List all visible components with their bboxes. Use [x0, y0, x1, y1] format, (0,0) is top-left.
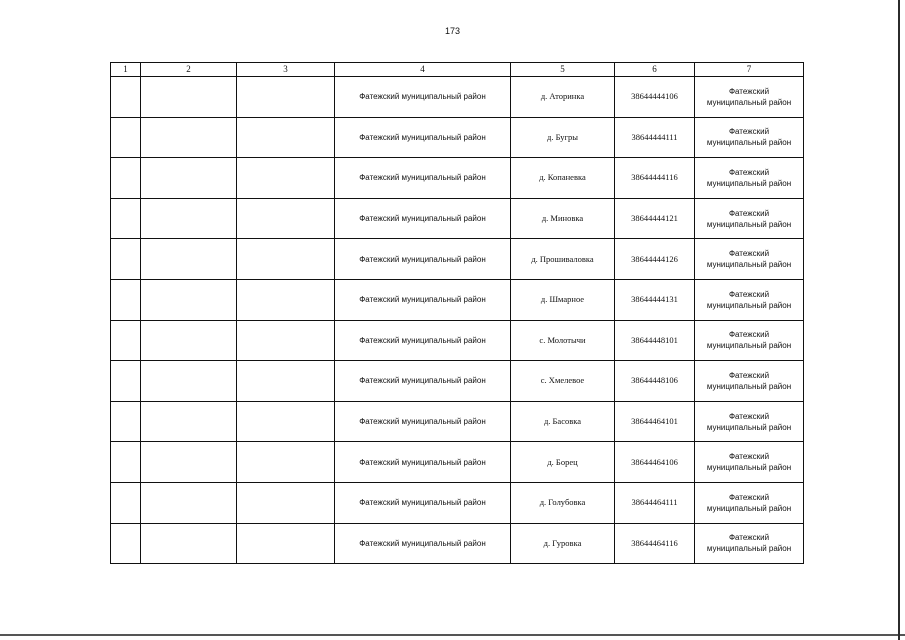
table-row — [111, 442, 804, 483]
cell-settlement: д. Шмарное — [511, 279, 615, 320]
cell-code: 38644444121 — [615, 198, 695, 239]
cell-code: 38644444126 — [615, 239, 695, 280]
cell-code: 38644444116 — [615, 158, 695, 199]
cell-col-3 — [237, 198, 335, 239]
cell-col-3 — [237, 482, 335, 523]
table-row — [111, 482, 804, 523]
cell-district: Фатежский муниципальный район — [335, 279, 511, 320]
cell-district: Фатежский муниципальный район — [335, 401, 511, 442]
table-row — [111, 401, 804, 442]
cell-owner — [695, 279, 804, 320]
header-col-1: 1 — [111, 63, 141, 77]
cell-col-2 — [141, 239, 237, 280]
cell-district: Фатежский муниципальный район — [335, 77, 511, 118]
table-row — [111, 279, 804, 320]
owner-line-1: Фатежский — [728, 127, 770, 137]
cell-district: Фатежский муниципальный район — [335, 523, 511, 564]
cell-col-3 — [237, 361, 335, 402]
cell-settlement: д. Копаневка — [511, 158, 615, 199]
cell-col-2 — [141, 279, 237, 320]
cell-owner — [695, 523, 804, 564]
owner-line-1: Фатежский — [728, 533, 770, 543]
cell-code: 38644444131 — [615, 279, 695, 320]
owner-line-1: Фатежский — [728, 167, 770, 177]
owner-line-1: Фатежский — [728, 86, 770, 96]
cell-col-3 — [237, 77, 335, 118]
settlements-table — [110, 62, 804, 564]
cell-col-1 — [111, 117, 141, 158]
cell-owner — [695, 117, 804, 158]
cell-district: Фатежский муниципальный район — [335, 442, 511, 483]
scan-bottom-edge — [0, 634, 905, 636]
owner-line-2: муниципальный район — [706, 422, 792, 432]
owner-line-2: муниципальный район — [706, 544, 792, 554]
scan-right-edge — [898, 0, 900, 640]
cell-settlement: д. Басовка — [511, 401, 615, 442]
owner-line-2: муниципальный район — [706, 503, 792, 513]
owner-line-1: Фатежский — [728, 452, 770, 462]
table-row — [111, 158, 804, 199]
cell-district: Фатежский муниципальный район — [335, 198, 511, 239]
cell-col-1 — [111, 279, 141, 320]
cell-district: Фатежский муниципальный район — [335, 239, 511, 280]
cell-col-1 — [111, 198, 141, 239]
cell-col-1 — [111, 401, 141, 442]
cell-district: Фатежский муниципальный район — [335, 361, 511, 402]
cell-owner — [695, 198, 804, 239]
cell-owner — [695, 401, 804, 442]
owner-line-1: Фатежский — [728, 289, 770, 299]
cell-col-3 — [237, 239, 335, 280]
header-col-2: 2 — [141, 63, 237, 77]
cell-col-3 — [237, 279, 335, 320]
table-row — [111, 77, 804, 118]
cell-col-1 — [111, 158, 141, 199]
owner-line-2: муниципальный район — [706, 178, 792, 188]
cell-col-2 — [141, 361, 237, 402]
owner-line-1: Фатежский — [728, 370, 770, 380]
cell-col-1 — [111, 77, 141, 118]
cell-col-2 — [141, 401, 237, 442]
cell-settlement: д. Аторинка — [511, 77, 615, 118]
cell-code: 38644448106 — [615, 361, 695, 402]
cell-code: 38644464111 — [615, 482, 695, 523]
cell-district: Фатежский муниципальный район — [335, 117, 511, 158]
cell-settlement: с. Молотычи — [511, 320, 615, 361]
header-col-4: 4 — [335, 63, 511, 77]
cell-col-1 — [111, 320, 141, 361]
header-col-7: 7 — [695, 63, 804, 77]
table-row — [111, 117, 804, 158]
owner-line-1: Фатежский — [728, 330, 770, 340]
cell-owner — [695, 77, 804, 118]
owner-line-1: Фатежский — [728, 411, 770, 421]
cell-col-1 — [111, 482, 141, 523]
cell-col-2 — [141, 198, 237, 239]
cell-settlement: д. Миновка — [511, 198, 615, 239]
cell-district: Фатежский муниципальный район — [335, 320, 511, 361]
cell-col-2 — [141, 320, 237, 361]
cell-settlement: д. Борец — [511, 442, 615, 483]
cell-col-2 — [141, 117, 237, 158]
cell-owner — [695, 361, 804, 402]
owner-line-2: муниципальный район — [706, 341, 792, 351]
table-row — [111, 320, 804, 361]
cell-settlement: д. Бугры — [511, 117, 615, 158]
cell-district: Фатежский муниципальный район — [335, 482, 511, 523]
table-row — [111, 361, 804, 402]
cell-col-3 — [237, 320, 335, 361]
cell-col-2 — [141, 77, 237, 118]
cell-col-2 — [141, 482, 237, 523]
owner-line-1: Фатежский — [728, 249, 770, 259]
owner-line-2: муниципальный район — [706, 219, 792, 229]
header-col-5: 5 — [511, 63, 615, 77]
cell-col-1 — [111, 523, 141, 564]
owner-line-1: Фатежский — [728, 492, 770, 502]
cell-col-3 — [237, 401, 335, 442]
cell-col-2 — [141, 442, 237, 483]
page-number: 173 — [444, 26, 461, 36]
owner-line-2: муниципальный район — [706, 300, 792, 310]
cell-col-1 — [111, 361, 141, 402]
cell-settlement: д. Голубовка — [511, 482, 615, 523]
cell-settlement: с. Хмелевое — [511, 361, 615, 402]
cell-col-3 — [237, 523, 335, 564]
cell-code: 38644464116 — [615, 523, 695, 564]
cell-code: 38644444111 — [615, 117, 695, 158]
owner-line-2: муниципальный район — [706, 138, 792, 148]
cell-owner — [695, 239, 804, 280]
cell-col-2 — [141, 523, 237, 564]
cell-col-1 — [111, 239, 141, 280]
owner-line-2: муниципальный район — [706, 463, 792, 473]
cell-owner — [695, 320, 804, 361]
header-col-6: 6 — [615, 63, 695, 77]
owner-line-2: муниципальный район — [706, 260, 792, 270]
cell-code: 38644464106 — [615, 442, 695, 483]
table-row — [111, 239, 804, 280]
cell-col-1 — [111, 442, 141, 483]
cell-settlement: д. Гуровка — [511, 523, 615, 564]
cell-col-3 — [237, 158, 335, 199]
header-col-3: 3 — [237, 63, 335, 77]
table-row — [111, 523, 804, 564]
owner-line-2: муниципальный район — [706, 381, 792, 391]
cell-col-3 — [237, 117, 335, 158]
owner-line-2: муниципальный район — [706, 97, 792, 107]
cell-code: 38644448101 — [615, 320, 695, 361]
table-body — [111, 77, 804, 564]
cell-code: 38644444106 — [615, 77, 695, 118]
cell-col-2 — [141, 158, 237, 199]
cell-owner — [695, 482, 804, 523]
cell-code: 38644464101 — [615, 401, 695, 442]
table-row — [111, 198, 804, 239]
owner-line-1: Фатежский — [728, 208, 770, 218]
cell-owner — [695, 158, 804, 199]
cell-owner — [695, 442, 804, 483]
cell-settlement: д. Прошиваловка — [511, 239, 615, 280]
cell-district: Фатежский муниципальный район — [335, 158, 511, 199]
table-header — [111, 63, 804, 77]
header-row — [111, 63, 804, 77]
cell-col-3 — [237, 442, 335, 483]
